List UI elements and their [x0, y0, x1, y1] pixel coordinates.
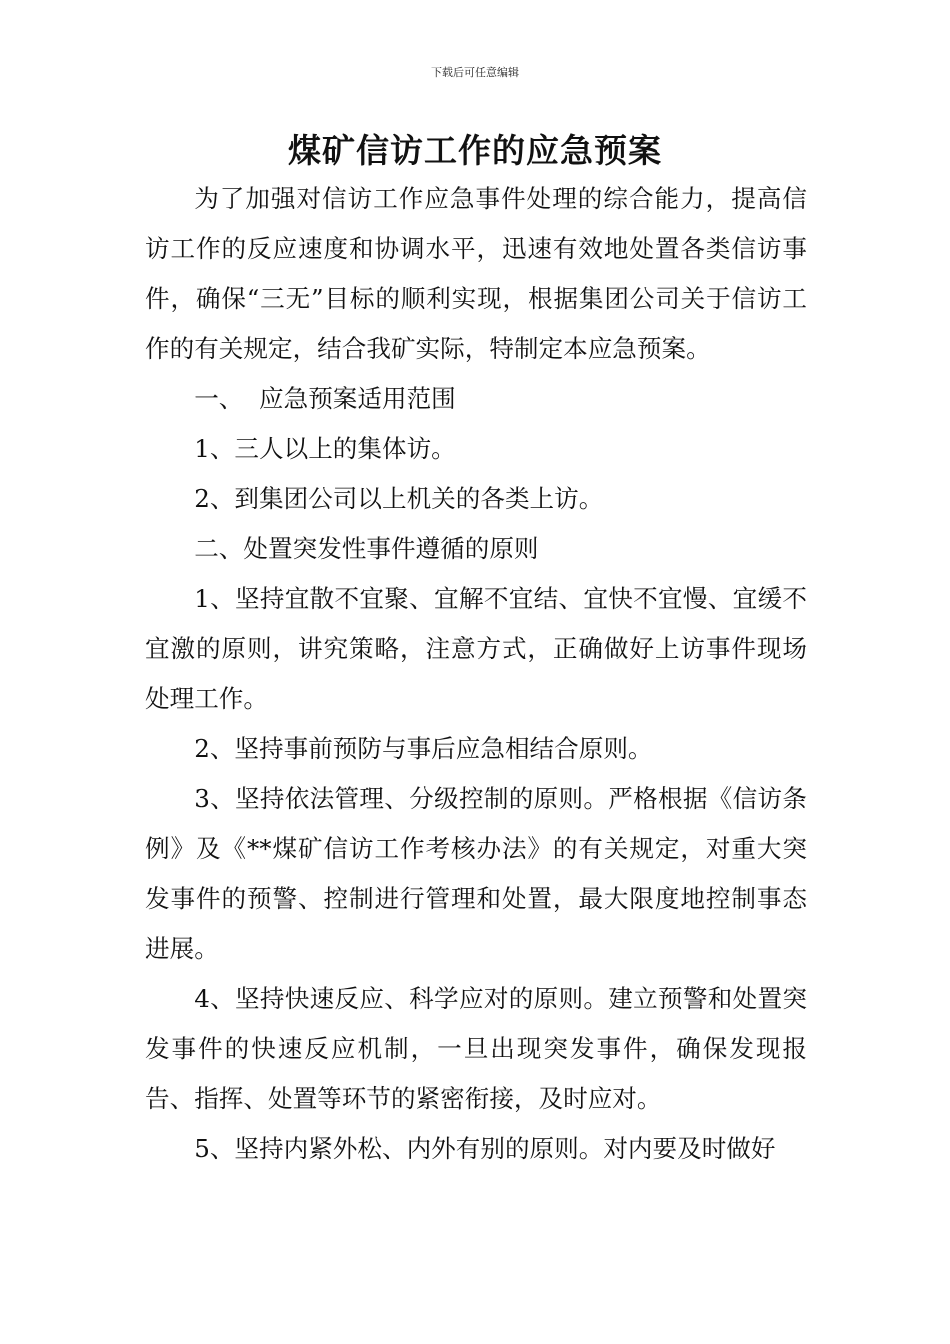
- document-title: 煤矿信访工作的应急预案: [288, 131, 662, 170]
- list-item: 2、到集团公司以上机关的各类上访。: [194, 484, 604, 513]
- heading-section-1: 一、 应急预案适用范围: [194, 384, 456, 413]
- list-item: 2、坚持事前预防与事后应急相结合原则。: [194, 734, 653, 763]
- list-item: 5、坚持内紧外松、内外有别的原则。对内要及时做好: [194, 1134, 776, 1163]
- list-item: 4、坚持快速反应、科学应对的原则。建立预警和处置突发事件的快速反应机制，一旦出现突发事件，确保发现报告、指挥、处置等环节的紧密衔接，及时应对。: [145, 984, 807, 1113]
- document-body: [145, 174, 807, 1174]
- list-item: 1、三人以上的集体访。: [194, 434, 456, 463]
- list-item: 3、坚持依法管理、分级控制的原则。严格根据《信访条例》及《**煤矿信访工作考核办法》的有关规定，对重大突发事件的预警、控制进行管理和处置，最大限度地控制事态进展。: [145, 784, 807, 963]
- header-note: 下载后可任意编辑: [431, 66, 519, 79]
- paragraph-intro: 为了加强对信访工作应急事件处理的综合能力，提高信访工作的反应速度和协调水平，迅速有效地处置各类信访事件，确保“三无”目标的顺利实现，根据集团公司关于信访工作的有关规定，结合我矿实际，特制定本应急预案。: [145, 184, 807, 363]
- heading-section-2: 二、处置突发性事件遵循的原则: [194, 534, 539, 563]
- list-item: 1、坚持宜散不宜聚、宜解不宜结、宜快不宜慢、宜缓不宜激的原则，讲究策略，注意方式，正确做好上访事件现场处理工作。: [145, 584, 807, 713]
